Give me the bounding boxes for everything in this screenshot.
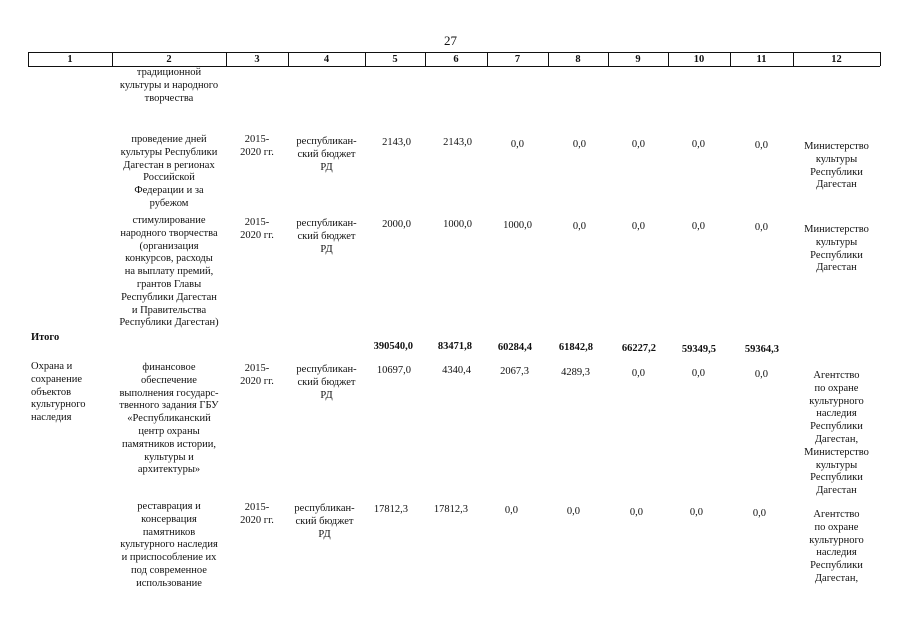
value-cell: 0,0 [754, 369, 768, 380]
header-col-2: 2 [166, 54, 172, 65]
source-cell: республикан- ский бюджет РД [296, 364, 357, 401]
value-cell: 0,0 [691, 368, 705, 379]
value-cell: 0,0 [631, 221, 645, 232]
header-col-8: 8 [575, 54, 581, 65]
source-cell: республикан- ский бюджет РД [294, 503, 355, 540]
value-cell: 4289,3 [561, 367, 590, 378]
header-col-4: 4 [323, 54, 330, 65]
value-cell: 0,0 [689, 507, 703, 518]
value-cell: 0,0 [691, 221, 705, 232]
source-cell: республикан- ский бюджет РД [296, 218, 357, 255]
header-col-10: 10 [693, 54, 705, 65]
period-cell: 2015- 2020 гг. [240, 217, 274, 241]
value-cell: 0,0 [629, 507, 643, 518]
measure-cell: традиционной культуры и народного творчества [119, 67, 219, 104]
measure-cell: финансовое обеспечение выполнения государс- твенного задания ГБУ «Республиканский центр охраны памятников истории, культуры и архитектуры» [119, 362, 219, 476]
value-cell: 0,0 [754, 222, 768, 233]
value-cell: 2067,3 [500, 366, 529, 377]
value-cell: 0,0 [572, 139, 586, 150]
total-label: Итого [31, 332, 60, 343]
header-col-3: 3 [254, 54, 260, 65]
value-cell: 0,0 [752, 508, 766, 519]
header-col-6: 6 [453, 54, 459, 65]
value-cell: 2143,0 [443, 137, 472, 148]
header-col-12: 12 [831, 54, 842, 65]
value-cell: 10697,0 [376, 365, 411, 376]
executor-cell: Агентство по охране культурного наследия Республики Дагестан, Министерство культуры Республики Дагестан [804, 370, 869, 497]
header-col-11: 11 [756, 54, 767, 65]
value-cell: 2143,0 [382, 137, 411, 148]
total-value: 390540,0 [373, 341, 413, 352]
total-value: 60284,4 [497, 342, 532, 353]
header-col-7: 7 [514, 54, 521, 65]
total-value: 66227,2 [621, 343, 656, 354]
value-cell: 0,0 [572, 221, 586, 232]
period-cell: 2015- 2020 гг. [240, 502, 274, 526]
header-col-1: 1 [67, 54, 73, 65]
value-cell: 0,0 [566, 506, 580, 517]
value-cell: 4340,4 [442, 365, 471, 376]
total-value: 59364,3 [744, 344, 779, 355]
executor-cell: Агентство по охране культурного наследия Республики Дагестан, [809, 509, 864, 584]
value-cell: 0,0 [754, 140, 768, 151]
period-cell: 2015- 2020 гг. [240, 134, 274, 158]
total-value: 61842,8 [558, 342, 593, 353]
measure-cell: стимулирование народного творчества (организация конкурсов, расходы на выплату премий, грантов Главы Республики Дагестан и Правительства Республики Дагестан) [119, 215, 219, 329]
measure-cell: реставрация и консервация памятников культурного наследия и приспособление их под современное использование [120, 501, 218, 589]
header-rule-top [28, 52, 880, 53]
executor-cell: Министерство культуры Республики Дагестан [804, 224, 869, 274]
page-number: 27 [444, 33, 457, 48]
value-cell: 0,0 [691, 139, 705, 150]
period-cell: 2015- 2020 гг. [240, 363, 274, 387]
value-cell: 1000,0 [443, 219, 472, 230]
executor-cell: Министерство культуры Республики Дагестан [804, 141, 869, 191]
value-cell: 0,0 [631, 368, 645, 379]
section-cell: Охрана и сохранение объектов культурного наследия [31, 361, 86, 424]
header-col-5: 5 [392, 54, 398, 65]
total-value: 59349,5 [681, 344, 716, 355]
header-col-9: 9 [635, 54, 641, 65]
value-cell: 2000,0 [382, 219, 411, 230]
value-cell: 17812,3 [373, 504, 408, 515]
total-value: 83471,8 [437, 341, 472, 352]
header-separator [880, 52, 881, 66]
value-cell: 1000,0 [503, 220, 532, 231]
value-cell: 17812,3 [433, 504, 468, 515]
value-cell: 0,0 [631, 139, 645, 150]
measure-cell: проведение дней культуры Республики Дагестан в регионах Российской Федерации и за рубежом [120, 134, 218, 209]
source-cell: республикан- ский бюджет РД [296, 136, 357, 173]
value-cell: 0,0 [510, 139, 524, 150]
value-cell: 0,0 [504, 505, 518, 516]
